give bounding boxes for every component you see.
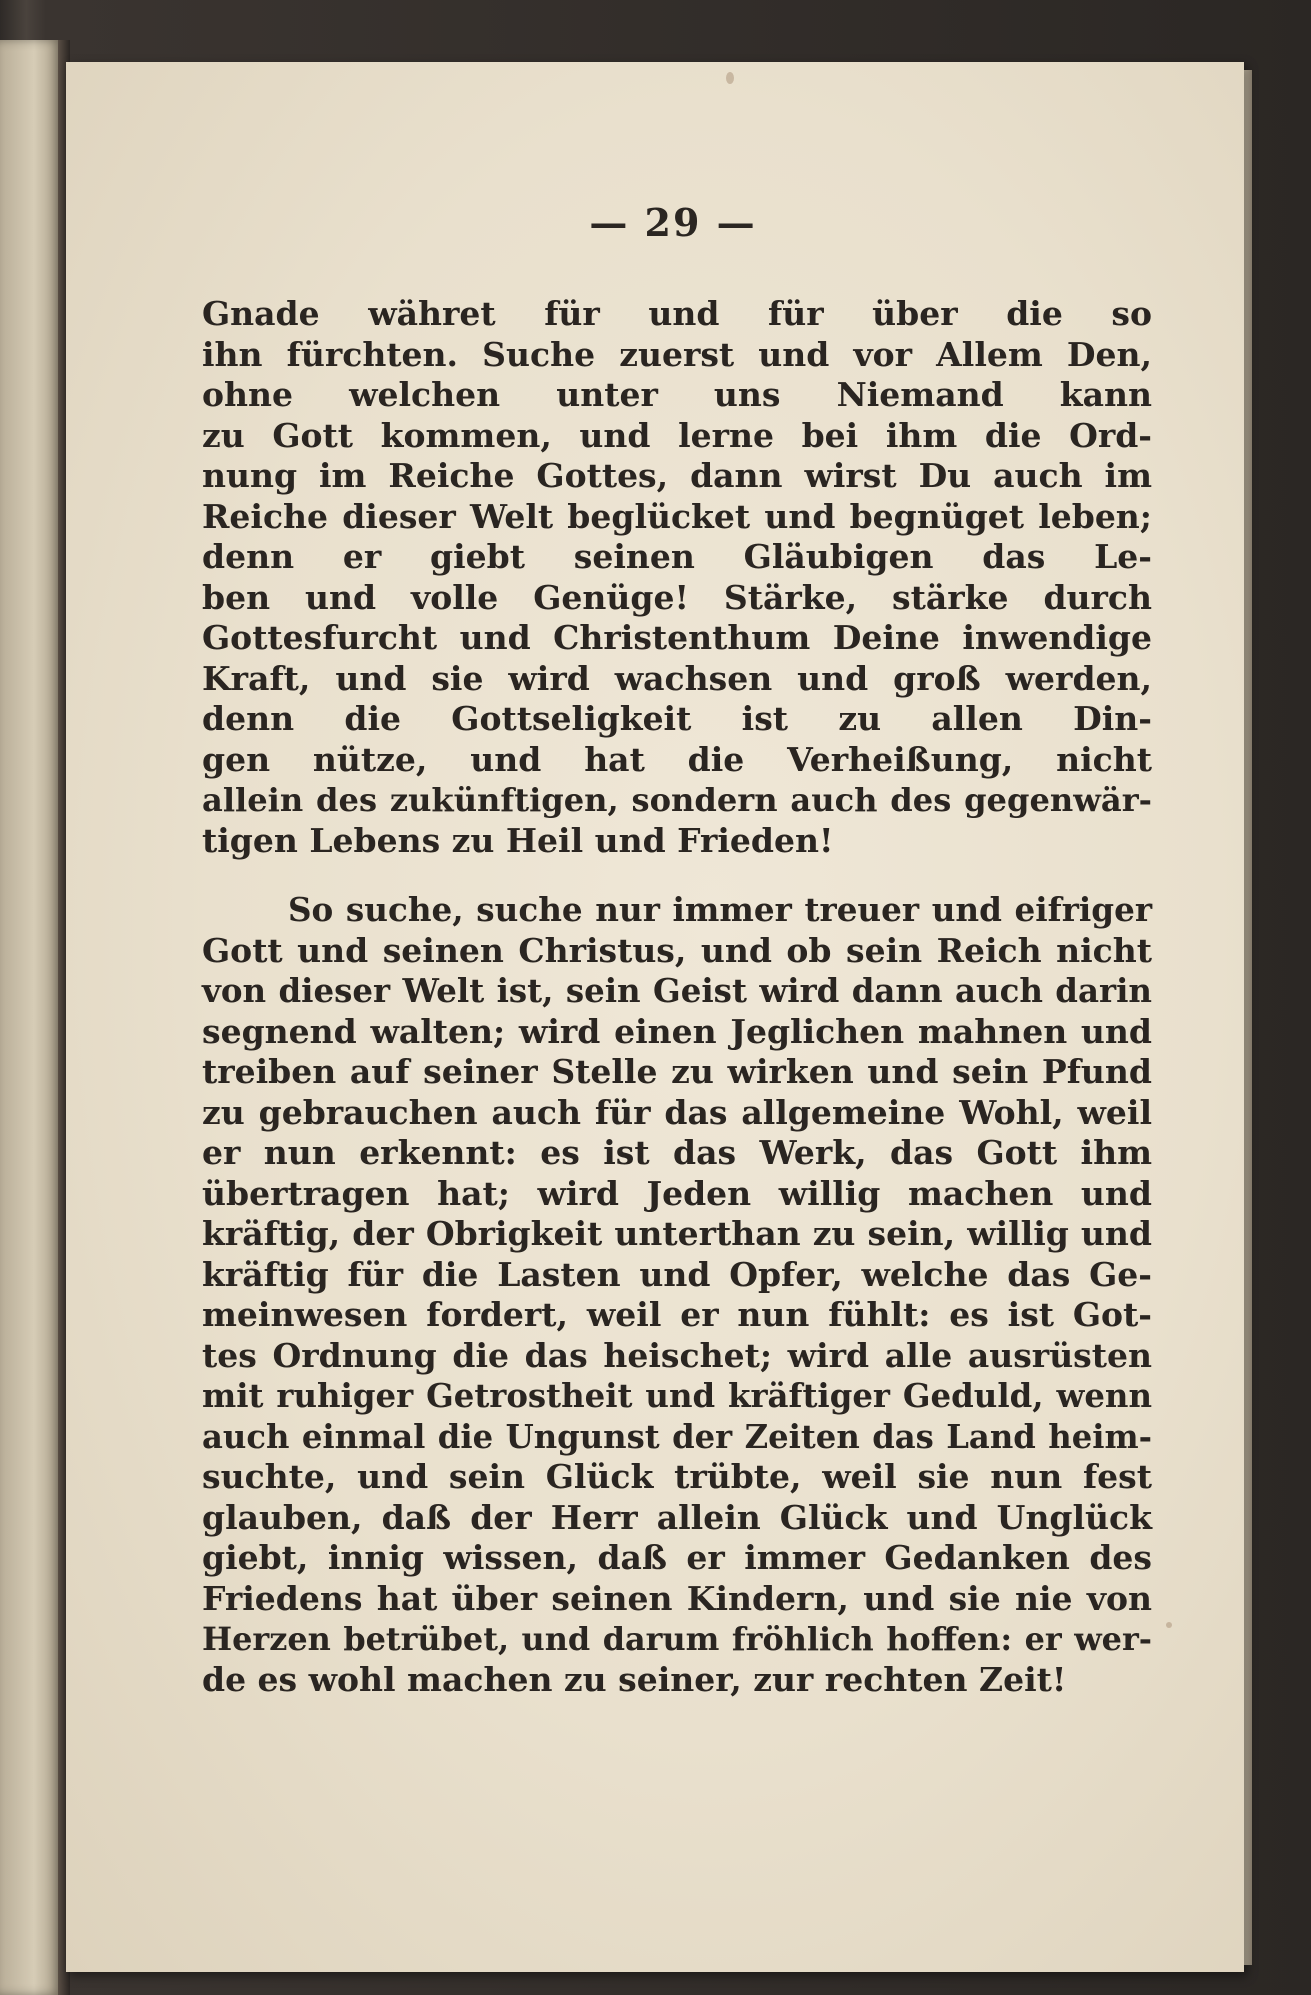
text-line: kräftig, der Obrigkeit unterthan zu sein, willig und [202, 1214, 1152, 1253]
body-text [202, 294, 1152, 1700]
text-line: übertragen hat; wird Jeden willig machen und [202, 1173, 1152, 1213]
page-number: — 29 — [589, 200, 757, 245]
text-line: ohne welchen unter uns Niemand kann [202, 375, 1152, 414]
text-line: gen nütze, und hat die Verheißung, nicht [202, 739, 1152, 779]
text-line: kräftig für die Lasten und Opfer, welche das Ge- [202, 1254, 1152, 1294]
paper-stain [1166, 1622, 1172, 1628]
paper-stain [726, 72, 734, 84]
text-line: treiben auf seiner Stelle zu wirken und sein Pfund [202, 1052, 1152, 1091]
text-line: So suche, suche nur immer treuer und eifriger [288, 890, 1152, 929]
text-line: Gottesfurcht und Christenthum Deine inwendige [202, 618, 1152, 657]
previous-page-edge [0, 40, 62, 1995]
text-line: mit ruhiger Getrostheit und kräftiger Geduld, wenn [202, 1377, 1152, 1415]
text-line: von dieser Welt ist, sein Geist wird dann auch darin [202, 972, 1152, 1010]
text-line: tigen Lebens zu Heil und Frieden! [202, 820, 834, 860]
text-line: meinwesen fordert, weil er nun fühlt: es ist Got- [202, 1295, 1152, 1334]
text-line: Herzen betrübet, und darum fröhlich hoffen: er wer- [202, 1620, 1152, 1658]
paragraph-1 [202, 294, 1152, 861]
text-line: er nun erkennt: es ist das Werk, das Gott ihm [202, 1133, 1152, 1172]
text-line: Gott und seinen Christus, und ob sein Reich nicht [202, 930, 1152, 970]
text-line: Kraft, und sie wird wachsen und groß werden, [202, 658, 1152, 698]
book-page [66, 62, 1244, 1972]
text-line: de es wohl machen zu seiner, zur rechten Zeit! [202, 1659, 1067, 1699]
text-line: suchte, und sein Glück trübte, weil sie nun fest [202, 1457, 1152, 1496]
text-line: Reiche dieser Welt beglücket und begnüget leben; [202, 496, 1152, 536]
text-line: giebt, innig wissen, daß er immer Gedanken des [202, 1538, 1152, 1577]
text-line: tes Ordnung die das heischet; wird alle ausrüsten [202, 1335, 1152, 1375]
text-line: Friedens hat über seinen Kindern, und sie nie von [202, 1578, 1152, 1618]
text-line: segnend walten; wird einen Jeglichen mahnen und [202, 1011, 1152, 1051]
text-line: ben und volle Genüge! Stärke, stärke durch [202, 577, 1152, 617]
text-line: auch einmal die Ungunst der Zeiten das Land heim- [202, 1417, 1152, 1456]
paragraph-gap [202, 861, 1152, 890]
text-line: glauben, daß der Herr allein Glück und Unglück [202, 1497, 1152, 1537]
text-line: zu gebrauchen auch für das allgemeine Wohl, weil [202, 1092, 1152, 1132]
text-line: zu Gott kommen, und lerne bei ihm die Ord- [202, 415, 1152, 455]
text-line: allein des zukünftigen, sondern auch des gegenwär- [202, 781, 1152, 819]
paragraph-2 [202, 890, 1152, 1700]
text-line: denn die Gottseligkeit ist zu allen Din- [202, 699, 1152, 738]
text-line: nung im Reiche Gottes, dann wirst Du auch im [202, 456, 1152, 495]
text-line: Gnade währet für und für über die so [202, 294, 1152, 333]
text-line: ihn fürchten. Suche zuerst und vor Allem Den, [202, 334, 1152, 374]
page-stack-edge [1244, 70, 1252, 1965]
text-line: denn er giebt seinen Gläubigen das Le- [202, 537, 1152, 576]
